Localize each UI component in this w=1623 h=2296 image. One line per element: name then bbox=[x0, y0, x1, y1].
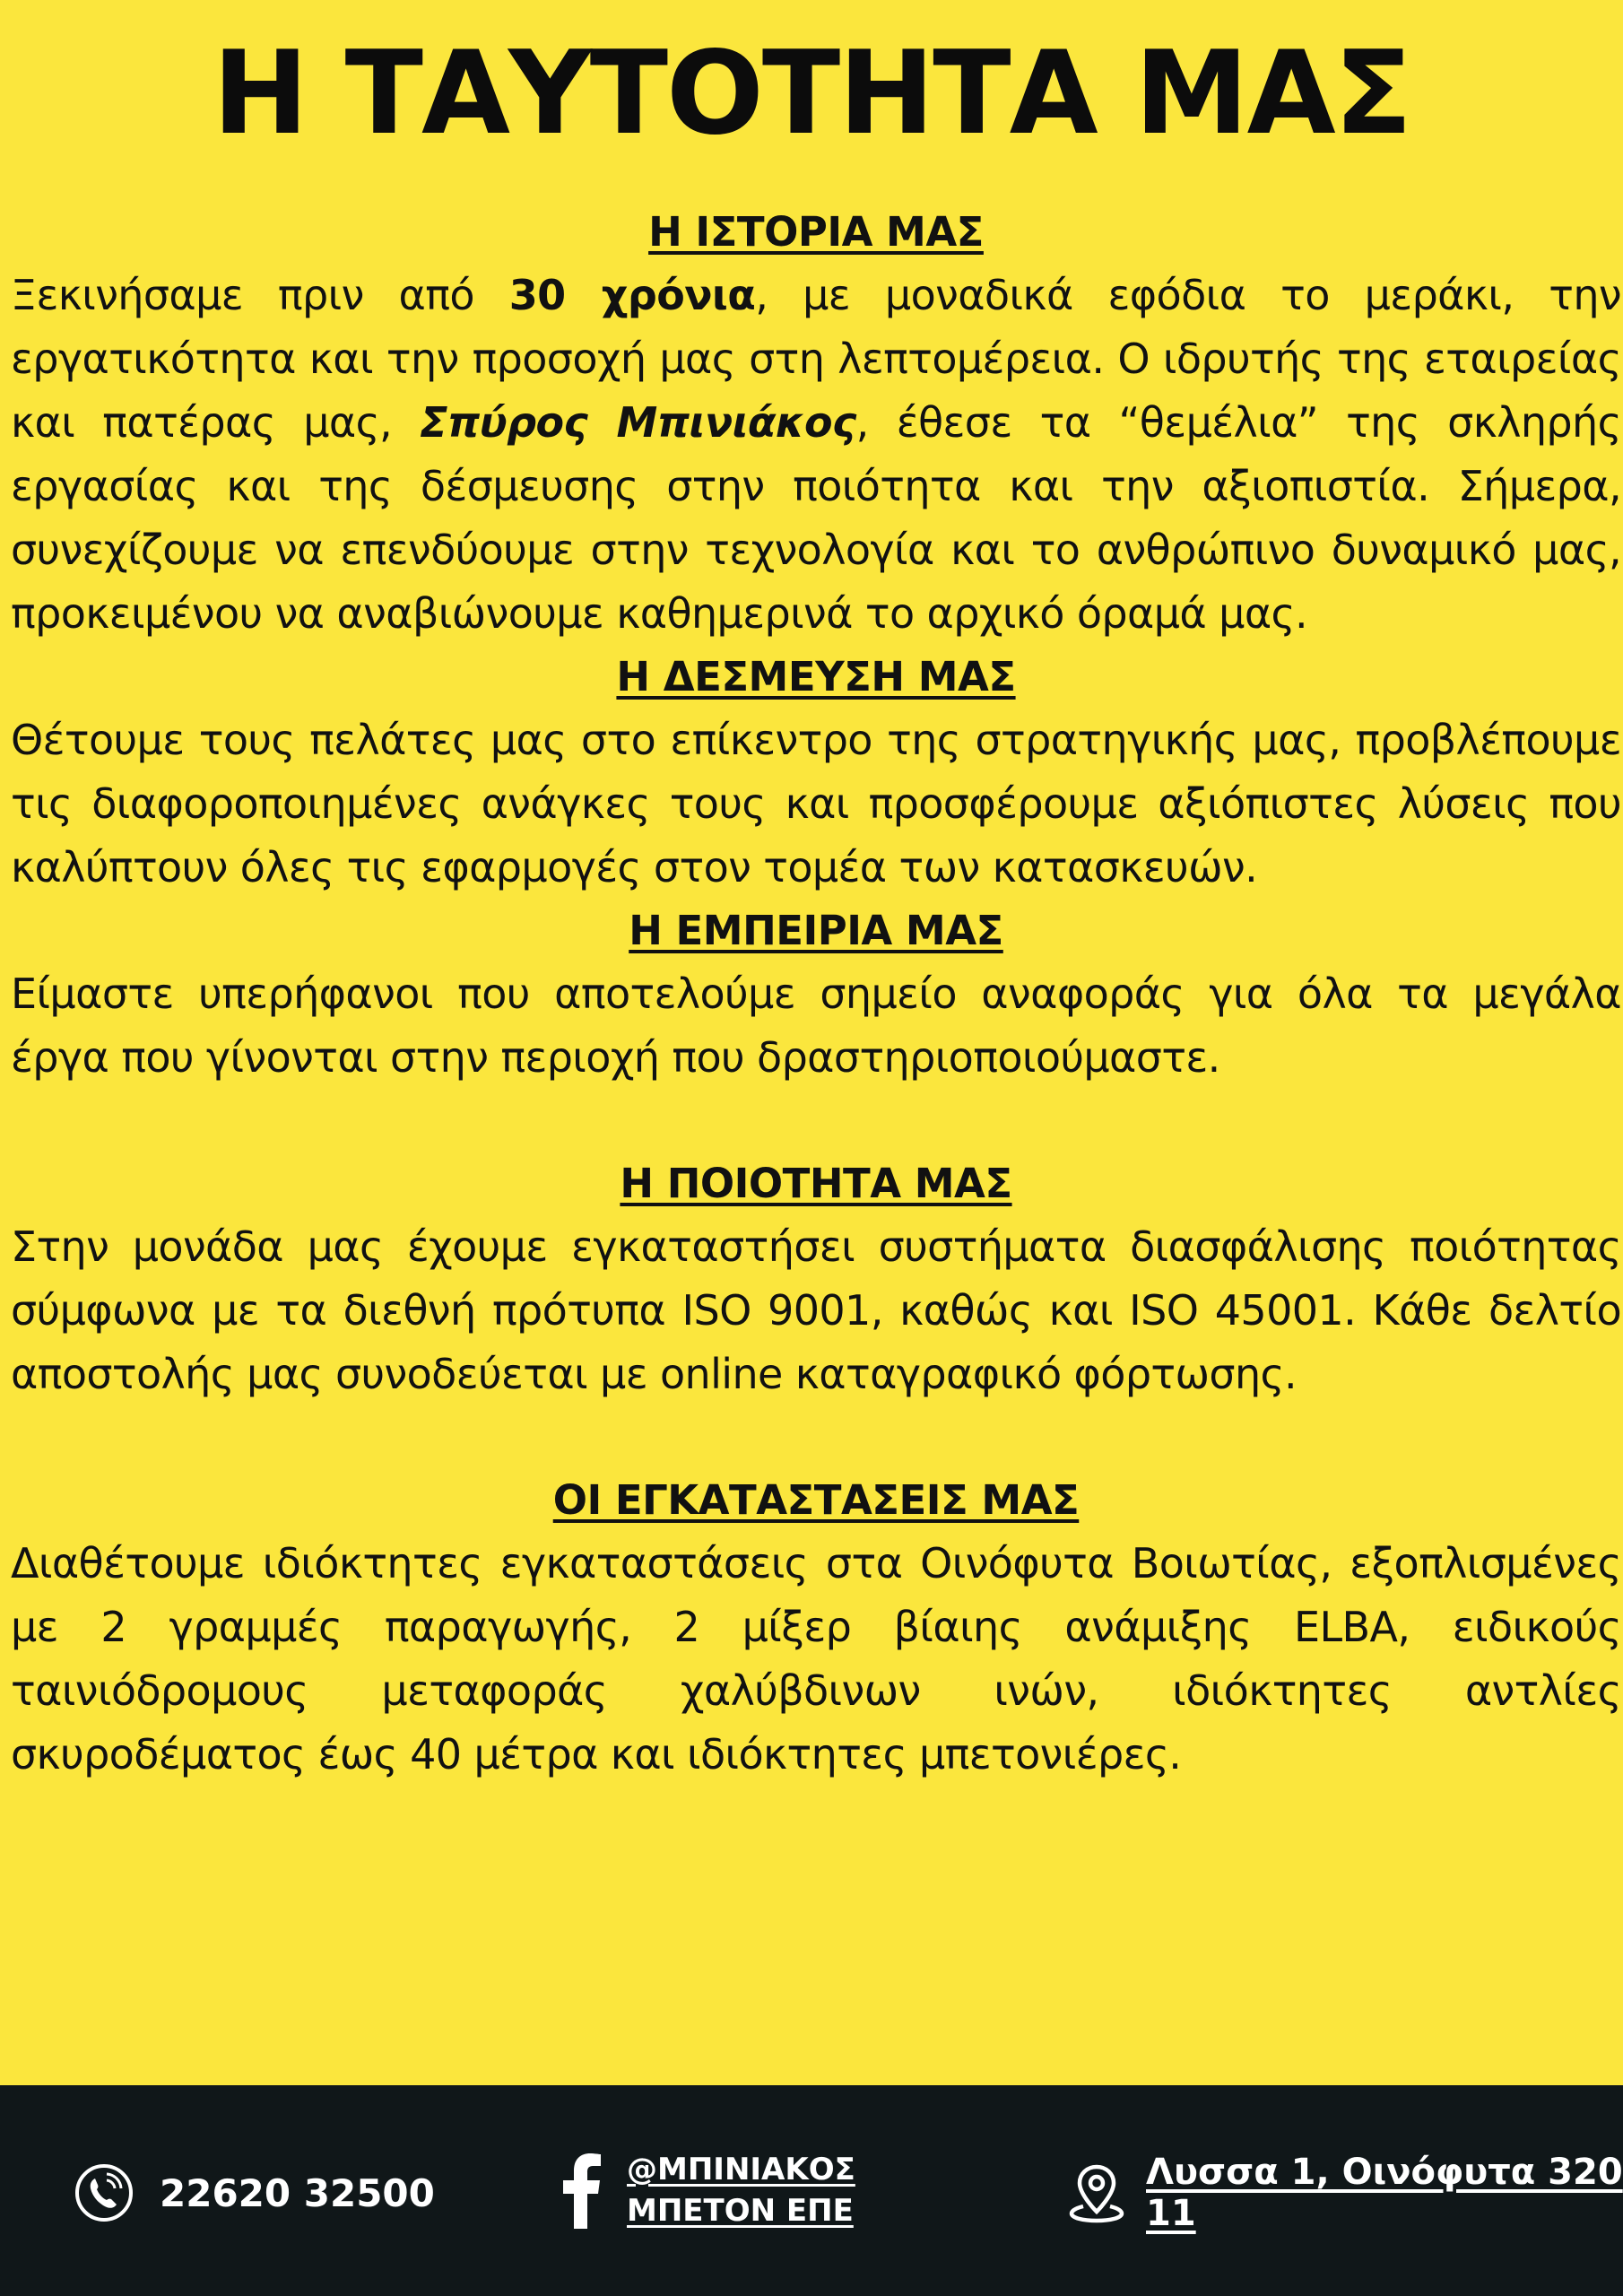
spacer bbox=[11, 1406, 1621, 1469]
experience-heading: Η ΕΜΠΕΙΡΙΑ ΜΑΣ bbox=[629, 907, 1003, 954]
founder-name: Σπύρος Μπινιάκος bbox=[420, 398, 856, 447]
history-text-2: , με μοναδικά εφόδια το μεράκι, την εργατικότητα και την προσοχή μας στη λεπτομέρεια. Ο ιδρυτής της εταιρείας και πατέρας μας, bbox=[11, 271, 1621, 447]
history-years-bold: 30 χρόνια bbox=[508, 271, 756, 319]
social-handle[interactable] bbox=[627, 2149, 855, 2231]
history-heading: Η ΙΣΤΟΡΙΑ ΜΑΣ bbox=[648, 208, 984, 256]
phone-number[interactable]: 22620 32500 bbox=[160, 2170, 435, 2215]
content-body bbox=[11, 201, 1621, 1787]
page-title: Η ΤΑΥΤΟΤΗΤΑ ΜΑΣ bbox=[212, 27, 1411, 161]
address-text[interactable]: Λυσσα 1, Οινόφυτα 320 11 bbox=[1146, 2152, 1623, 2234]
footer-bar bbox=[0, 2085, 1623, 2296]
location-pin-icon bbox=[1067, 2161, 1126, 2224]
social-handle-line2[interactable]: ΜΠΕΤΟΝ ΕΠΕ bbox=[627, 2193, 854, 2229]
quality-paragraph: Στην μονάδα μας έχουμε εγκαταστήσει συστήματα διασφάλισης ποιότητας σύμφωνα με τα διεθνή πρότυπα ISO 9001, καθώς και ISO 45001. Κάθε δελτίο αποστολής μας συνοδεύεται με online καταγραφικό φόρτωσης. bbox=[11, 1222, 1621, 1398]
footer-phone[interactable] bbox=[74, 2157, 435, 2229]
spacer bbox=[11, 1090, 1621, 1152]
phone-icon bbox=[74, 2162, 135, 2223]
history-paragraph bbox=[11, 264, 1621, 646]
commitment-heading: Η ΔΕΣΜΕΥΣΗ ΜΑΣ bbox=[616, 653, 1016, 700]
facilities-heading: ΟΙ ΕΓΚΑΤΑΣΤΑΣΕΙΣ ΜΑΣ bbox=[552, 1476, 1080, 1524]
footer-social[interactable] bbox=[560, 2150, 855, 2231]
facebook-icon bbox=[560, 2152, 602, 2229]
history-text-1: Ξεκινήσαμε πριν από bbox=[11, 271, 509, 319]
experience-paragraph: Είμαστε υπερήφανοι που αποτελούμε σημείο αναφοράς για όλα τα μεγάλα έργα που γίνονται στην περιοχή που δραστηριοποιούμαστε. bbox=[11, 970, 1621, 1082]
commitment-paragraph: Θέτουμε τους πελάτες μας στο επίκεντρο της στρατηγικής μας, προβλέπουμε τις διαφοροποιημένες ανάγκες τους και προσφέρουμε αξιόπιστες λύσεις που καλύπτουν όλες τις εφαρμογές στον τομέα των κατασκευών. bbox=[11, 716, 1621, 891]
footer-address[interactable] bbox=[1067, 2152, 1623, 2234]
facilities-paragraph: Διαθέτουμε ιδιόκτητες εγκαταστάσεις στα Οινόφυτα Βοιωτίας, εξοπλισμένες με 2 γραμμές παραγωγής, 2 μίξερ βίαιης ανάμιξης ELBA, ειδικούς ταινιόδρομους μεταφοράς χαλύβδινων ινών, ιδιόκτητες αντλίες σκυροδέματος έως 40 μέτρα και ιδιόκτητες μπετονιέρες. bbox=[11, 1539, 1621, 1779]
quality-heading: Η ΠΟΙΟΤΗΤΑ ΜΑΣ bbox=[620, 1160, 1012, 1207]
social-handle-line1[interactable]: @ΜΠΙΝΙΑΚΟΣ bbox=[627, 2152, 855, 2187]
history-text-3: , έθεσε τα “θεμέλια” της σκληρής εργασίας και της δέσμευσης στην ποιότητα και την αξιοπιστία. Σήμερα, συνεχίζουμε να επενδύουμε στην τεχνολογία και το ανθρώπινο δυναμικό μας, προκειμένου να αναβιώνουμε καθημερινά το αρχικό όραμά μας. bbox=[11, 398, 1621, 638]
